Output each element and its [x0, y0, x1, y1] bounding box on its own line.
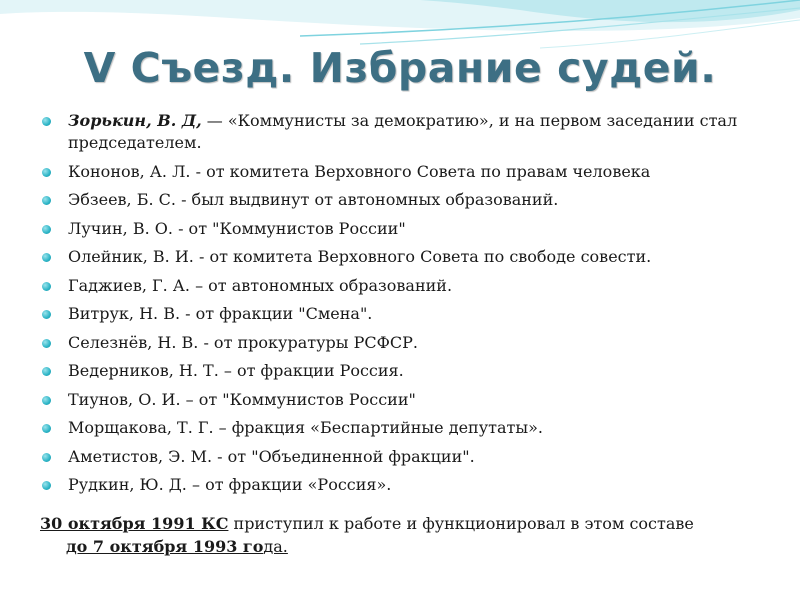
item-text: Ведерников, Н. Т. – от фракции Россия. — [68, 361, 404, 380]
bullet-icon — [42, 310, 51, 319]
item-text: Лучин, В. О. - от "Коммунистов России" — [68, 218, 406, 238]
item-text: Рудкин, Ю. Д. – от фракции «Россия». — [68, 475, 392, 494]
note-line-2 — [40, 535, 760, 558]
list-item — [40, 303, 760, 325]
bullet-icon — [42, 253, 51, 262]
bullet-icon — [42, 168, 51, 177]
item-text: Аметистов, Э. М. - от "Объединенной фракции". — [68, 446, 475, 466]
bullet-icon — [42, 396, 51, 405]
closing-note — [40, 512, 760, 558]
list-item — [40, 218, 760, 240]
note-start-date: 30 октября 1991 КС — [40, 514, 229, 533]
item-text: Гаджиев, Г. А. – от автономных образований. — [68, 275, 453, 295]
note-end-date-rest: да. — [263, 537, 288, 556]
page-title: V Съезд. Избрание судей. — [83, 44, 717, 92]
item-text: Витрук, Н. В. - от фракции "Смена". — [68, 304, 373, 323]
bullet-icon — [42, 117, 51, 126]
bullet-icon — [42, 367, 51, 376]
list-item — [40, 161, 760, 183]
note-end-date — [66, 537, 288, 556]
item-text: Олейник, В. И. - от комитета Верховного Совета по свободе совести. — [68, 247, 652, 266]
bullet-icon — [42, 339, 51, 348]
list-item — [40, 446, 760, 468]
list-item — [40, 189, 760, 211]
item-text: Кононов, А. Л. - от комитета Верховного Совета по правам человека — [68, 161, 651, 181]
item-text: Тиунов, О. И. – от "Коммунистов России" — [68, 389, 416, 409]
item-name-emphasized: Зорькин, В. Д, — [68, 111, 202, 130]
item-text: Эбзеев, Б. С. - был выдвинут от автономных образований. — [68, 190, 559, 209]
item-text: Морщакова, Т. Г. – фракция «Беспартийные депутаты». — [68, 418, 543, 437]
list-item — [40, 275, 760, 297]
bullet-icon — [42, 453, 51, 462]
list-item — [40, 360, 760, 382]
note-middle-text: приступил к работе и функционировал в этом составе — [228, 514, 694, 533]
list-item — [40, 110, 760, 154]
note-line-1 — [40, 512, 760, 535]
bullet-icon — [42, 282, 51, 291]
list-item — [40, 332, 760, 354]
judges-list — [40, 110, 760, 503]
list-item — [40, 389, 760, 411]
note-end-date-bold: до 7 октября 1993 го — [66, 537, 264, 556]
list-item — [40, 246, 760, 268]
list-item — [40, 474, 760, 496]
list-item — [40, 417, 760, 439]
bullet-icon — [42, 196, 51, 205]
item-text: — «Коммунисты за демократию», и на первом заседании стал председателем. — [68, 111, 738, 152]
item-text: Селезнёв, Н. В. - от прокуратуры РСФСР. — [68, 332, 418, 352]
bullet-icon — [42, 424, 51, 433]
bullet-icon — [42, 225, 51, 234]
bullet-icon — [42, 481, 51, 490]
